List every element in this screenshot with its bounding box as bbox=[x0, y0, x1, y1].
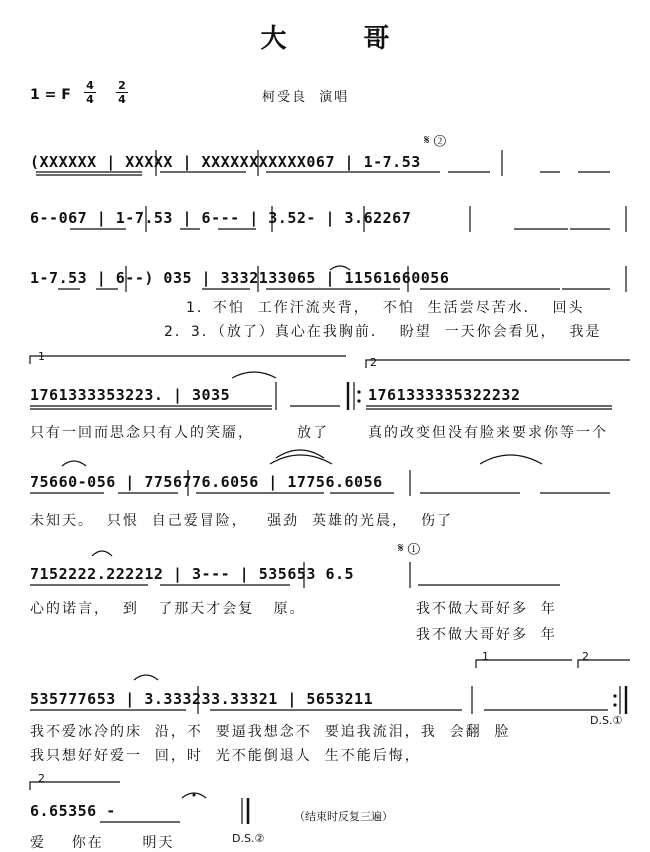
ending-1-bracket-row-7 bbox=[476, 660, 572, 668]
lyrics-row-6: 心的诺言， 到 了那天才会复 原。 bbox=[30, 601, 306, 617]
slur bbox=[330, 266, 350, 270]
footnote-repeat-three-times: （结束时反复三遍） bbox=[294, 810, 393, 823]
lyrics-row-7-verse-1: 我不爱冰冷的床 沿，不 要逼我想念不 要追我流泪，我 会翻 脸 bbox=[30, 724, 511, 740]
ending-2-row-8-label: 2 bbox=[38, 772, 45, 785]
lyrics-row-5: 未知天。 只恨 自己爱冒险， 强劲 英雄的光晨， 伤了 bbox=[30, 513, 453, 529]
slur bbox=[92, 551, 112, 556]
time-sig-denominator: 4 bbox=[118, 93, 126, 106]
da-segno-2: D.S.② bbox=[232, 832, 265, 845]
lyrics-row-3-verse-1: 1．不怕 工作汗流夹背， 不怕 生活尝尽苦水． 回头 bbox=[186, 300, 585, 316]
time-sig-numerator: 2 bbox=[118, 79, 126, 92]
slur bbox=[276, 450, 324, 458]
fermata-dot bbox=[193, 794, 196, 797]
repeat-dot bbox=[613, 694, 616, 697]
ending-2-row-7-label: 2 bbox=[582, 650, 589, 663]
notation-row-4-ending-2: 1761333335322232 bbox=[368, 386, 521, 404]
lyrics-row-4-part-2: 放了 bbox=[297, 425, 329, 441]
ending-1-row-7-label: 1 bbox=[482, 650, 489, 663]
notation-row-5: 75660-056 | 7756776.6056 | 17756.6056 bbox=[30, 473, 383, 491]
lyrics-row-6-verse-1: 我不做大哥好多 年 bbox=[416, 601, 557, 617]
performer-credit: 柯受良 演唱 bbox=[262, 90, 350, 105]
repeat-dot bbox=[613, 703, 616, 706]
notation-row-3: 1-7.53 | 6--) 035 | 3332133065 | 11561660056 bbox=[30, 269, 450, 287]
slur bbox=[62, 461, 86, 466]
ending-2-bracket bbox=[366, 360, 630, 368]
notation-row-6: 7152222.222212 | 3--- | 535653 6.5 bbox=[30, 565, 355, 583]
time-sig-numerator: 4 bbox=[86, 79, 94, 92]
da-segno-1: D.S.① bbox=[590, 714, 623, 727]
lyrics-row-4-part-3: 真的改变但没有脸来要求你等一个 bbox=[368, 425, 608, 441]
ending-2-bracket-row-7 bbox=[578, 660, 630, 668]
notation-row-1: (XXXXXX | XXXXX | XXXXXXXXXXX067 | 1-7.53 bbox=[30, 153, 421, 171]
notation-row-7: 535777653 | 3.333233.33321 | 5653211 bbox=[30, 690, 374, 708]
song-title: 大 哥 bbox=[260, 24, 424, 54]
notation-row-8: 6.65356 - bbox=[30, 802, 116, 820]
lyrics-row-6-verse-2: 我不做大哥好多 年 bbox=[416, 627, 557, 643]
time-sig-denominator: 4 bbox=[86, 93, 94, 106]
lyrics-row-8: 爱 你在 明天 bbox=[30, 835, 175, 851]
ending-1-label: 1 bbox=[38, 350, 45, 363]
lyrics-row-4-part-1: 只有一回而思念只有人的笑靥， bbox=[30, 425, 254, 441]
notation-row-4-ending-1: 1761333353223. | 3035 bbox=[30, 386, 231, 404]
key-signature: 1 = F bbox=[30, 87, 71, 103]
slur bbox=[232, 372, 276, 378]
lyrics-row-3-verse-2: 2．3．（放了）真心在我胸前． 盼望 一天你会看见， 我是 bbox=[164, 324, 602, 340]
slur bbox=[134, 675, 158, 680]
ending-1-bracket bbox=[30, 356, 346, 364]
ending-2-bracket-row-8 bbox=[30, 782, 120, 790]
repeat-dot bbox=[357, 390, 360, 393]
repeat-dot bbox=[357, 399, 360, 402]
ending-2-label: 2 bbox=[370, 356, 377, 369]
segno-2-mark: 𝄋 ② bbox=[424, 133, 446, 148]
lyrics-row-7-verse-2: 我只想好好爱一 回，时 光不能倒退人 生不能后悔， bbox=[30, 748, 421, 764]
segno-1-mark: 𝄋 ① bbox=[398, 541, 420, 556]
notation-row-2: 6--067 | 1-7.53 | 6--- | 3.52- | 3.62267 bbox=[30, 209, 412, 227]
slur bbox=[480, 455, 542, 464]
